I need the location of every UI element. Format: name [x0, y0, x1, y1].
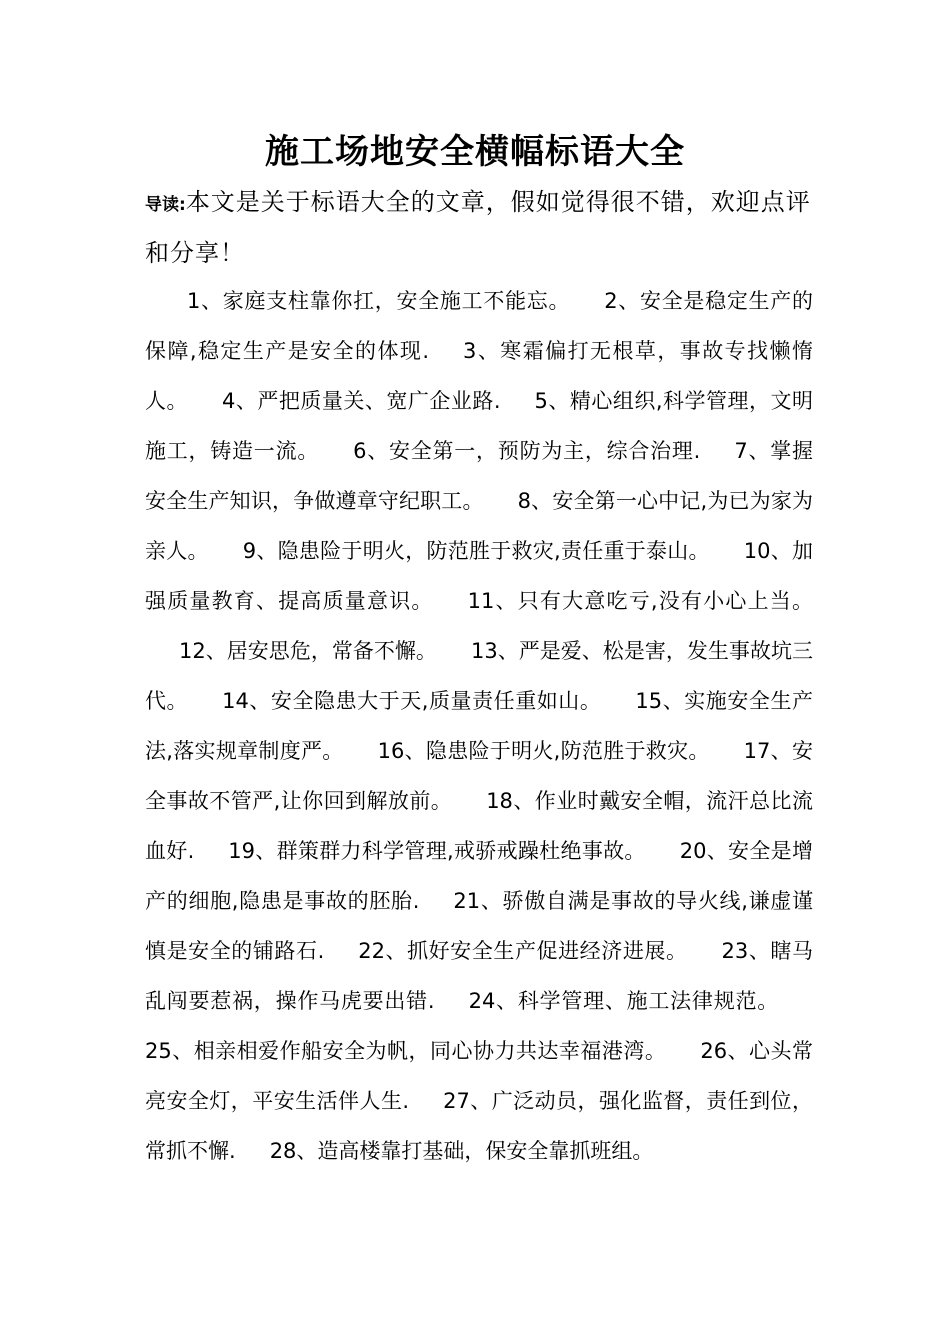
slogan-item: 18、作业时戴安全帽，流汗总比流血好. [145, 789, 813, 863]
slogan-item: 9、隐患险于明火，防范胜于救灾,责任重于泰山。 [242, 539, 710, 563]
slogan-item: 10、加强质量教育、提高质量意识。 [145, 539, 813, 613]
slogan-item: 14、安全隐患大于天,质量责任重如山。 [222, 689, 602, 713]
slogan-item: 15、实施安全生产法,落实规章制度严。 [145, 689, 813, 763]
slogan-item: 26、心头常亮安全灯，平安生活伴人生. [145, 1039, 813, 1113]
slogan-item: 20、安全是增产的细胞,隐患是事故的胚胎. [145, 839, 813, 913]
slogan-item: 17、安全事故不管严,让你回到解放前。 [145, 739, 813, 813]
slogan-item: 28、造高楼靠打基础，保安全靠抓班组。 [269, 1139, 654, 1163]
slogan-item: 24、科学管理、施工法律规范。 [468, 989, 779, 1013]
document-title: 施工场地安全横幅标语大全 [265, 132, 685, 172]
slogan-item: 13、严是爱、松是害，发生事故坑三代。 [145, 639, 813, 713]
slogan-item: 21、骄傲自满是事故的导火线,谦虚谨慎是安全的铺路石. [145, 889, 813, 963]
slogan-item: 25、相亲相爱作船安全为帆，同心协力共达幸福港湾。 [145, 1039, 667, 1063]
slogan-item: 22、抓好安全生产促进经济进展。 [358, 939, 688, 963]
slogan-item: 16、隐患险于明火,防范胜于救灾。 [377, 739, 710, 763]
slogan-paragraph [145, 276, 813, 1176]
intro-paragraph [145, 178, 815, 277]
slogan-item: 8、安全第一心中记,为已为家为亲人。 [145, 489, 813, 563]
slogan-item: 6、安全第一，预防为主，综合治理. [353, 439, 701, 463]
intro-label: 导读: [145, 195, 186, 215]
slogan-item: 27、广泛动员，强化监督，责任到位，常抓不懈. [145, 1089, 813, 1163]
slogan-item: 5、精心组织,科学管理，文明施工，铸造一流。 [145, 389, 813, 463]
slogan-item: 1、家庭支柱靠你扛，安全施工不能忘。 [187, 289, 571, 313]
slogan-item: 23、瞎马乱闯要惹祸，操作马虎要出错. [145, 939, 813, 1013]
slogan-item: 11、只有大意吃亏,没有小心上当。 [467, 589, 814, 613]
slogan-item: 7、掌握安全生产知识，争做遵章守纪职工。 [145, 439, 813, 513]
slogan-item: 2、安全是稳定生产的保障,稳定生产是安全的体现. [145, 289, 813, 363]
slogan-item: 3、寒霜偏打无根草，事故专找懒惰人。 [145, 339, 813, 413]
slogan-item: 12、居安思危，常备不懈。 [179, 639, 437, 663]
intro-text: 本文是关于标语大全的文章，假如觉得很不错，欢迎点评和分享！ [145, 188, 811, 267]
slogan-item: 4、严把质量关、宽广企业路. [222, 389, 501, 413]
slogan-item: 19、群策群力科学管理,戒骄戒躁杜绝事故。 [228, 839, 646, 863]
